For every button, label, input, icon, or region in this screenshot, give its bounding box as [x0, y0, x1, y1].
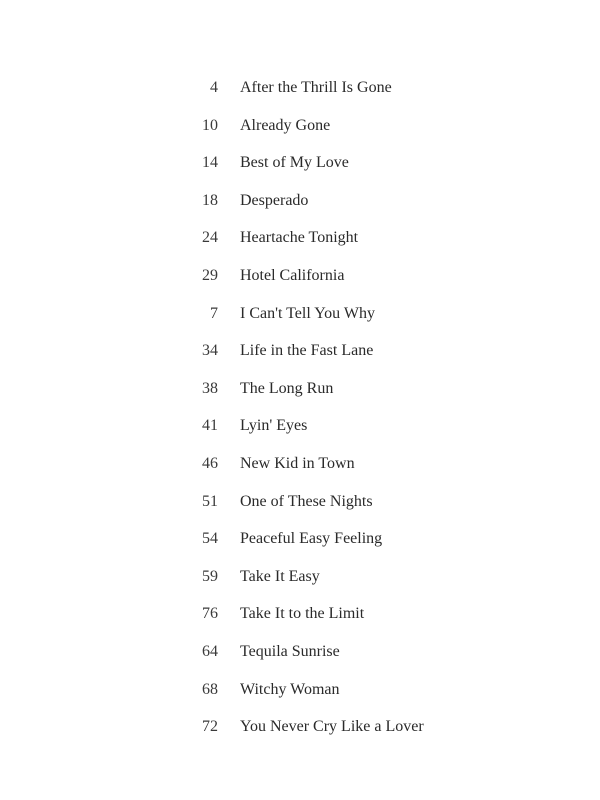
song-title: Heartache Tonight [240, 229, 359, 247]
page-number: 10 [202, 116, 218, 134]
page-number: 29 [202, 266, 218, 284]
page-number: 14 [202, 154, 218, 172]
song-title: Best of My Love [240, 154, 349, 172]
song-title: One of These Nights [240, 492, 373, 510]
toc-entry[interactable] [0, 595, 600, 633]
page-number: 18 [202, 191, 218, 209]
song-title: Desperado [240, 191, 309, 209]
toc-entry[interactable] [0, 671, 600, 709]
page-number: 64 [202, 642, 218, 660]
song-title: The Long Run [240, 379, 334, 397]
toc-entry[interactable] [0, 520, 600, 558]
page-number: 41 [202, 417, 218, 435]
page-number: 34 [202, 342, 218, 360]
toc-entry[interactable] [0, 633, 600, 671]
toc-entry[interactable] [0, 69, 600, 107]
song-title: Tequila Sunrise [240, 642, 340, 660]
toc-entry[interactable] [0, 144, 600, 182]
page-number: 51 [202, 492, 218, 510]
song-title: Witchy Woman [240, 680, 340, 698]
toc-entry[interactable] [0, 219, 600, 257]
song-title: After the Thrill Is Gone [240, 79, 392, 96]
page-number: 59 [202, 567, 218, 585]
table-of-contents [0, 69, 600, 746]
song-title: Peaceful Easy Feeling [240, 530, 383, 548]
song-title: New Kid in Town [240, 454, 355, 472]
page-number: 46 [202, 454, 218, 472]
toc-entry[interactable] [0, 445, 600, 483]
toc-entry[interactable] [0, 107, 600, 145]
toc-entry[interactable] [0, 483, 600, 521]
page-number: 76 [202, 605, 218, 623]
page-number: 24 [202, 229, 218, 247]
song-title: Already Gone [240, 116, 331, 134]
song-title: Life in the Fast Lane [240, 342, 374, 360]
song-title: Take It to the Limit [240, 605, 365, 623]
toc-entry[interactable] [0, 370, 600, 408]
toc-entry[interactable] [0, 332, 600, 370]
song-title: Take It Easy [240, 567, 320, 585]
song-title: I Can't Tell You Why [240, 304, 375, 322]
song-title: You Never Cry Like a Lover [240, 718, 424, 736]
page-number: 4 [210, 79, 218, 96]
toc-entry[interactable] [0, 558, 600, 596]
toc-entry[interactable] [0, 708, 600, 746]
page-number: 54 [202, 530, 218, 548]
toc-entry[interactable] [0, 407, 600, 445]
page-number: 72 [202, 718, 218, 736]
page-number: 7 [210, 304, 218, 322]
song-title: Lyin' Eyes [240, 417, 308, 435]
toc-entry[interactable] [0, 295, 600, 333]
song-title: Hotel California [240, 266, 345, 284]
toc-entry[interactable] [0, 182, 600, 220]
toc-entry[interactable] [0, 257, 600, 295]
page-number: 68 [202, 680, 218, 698]
page-number: 38 [202, 379, 218, 397]
